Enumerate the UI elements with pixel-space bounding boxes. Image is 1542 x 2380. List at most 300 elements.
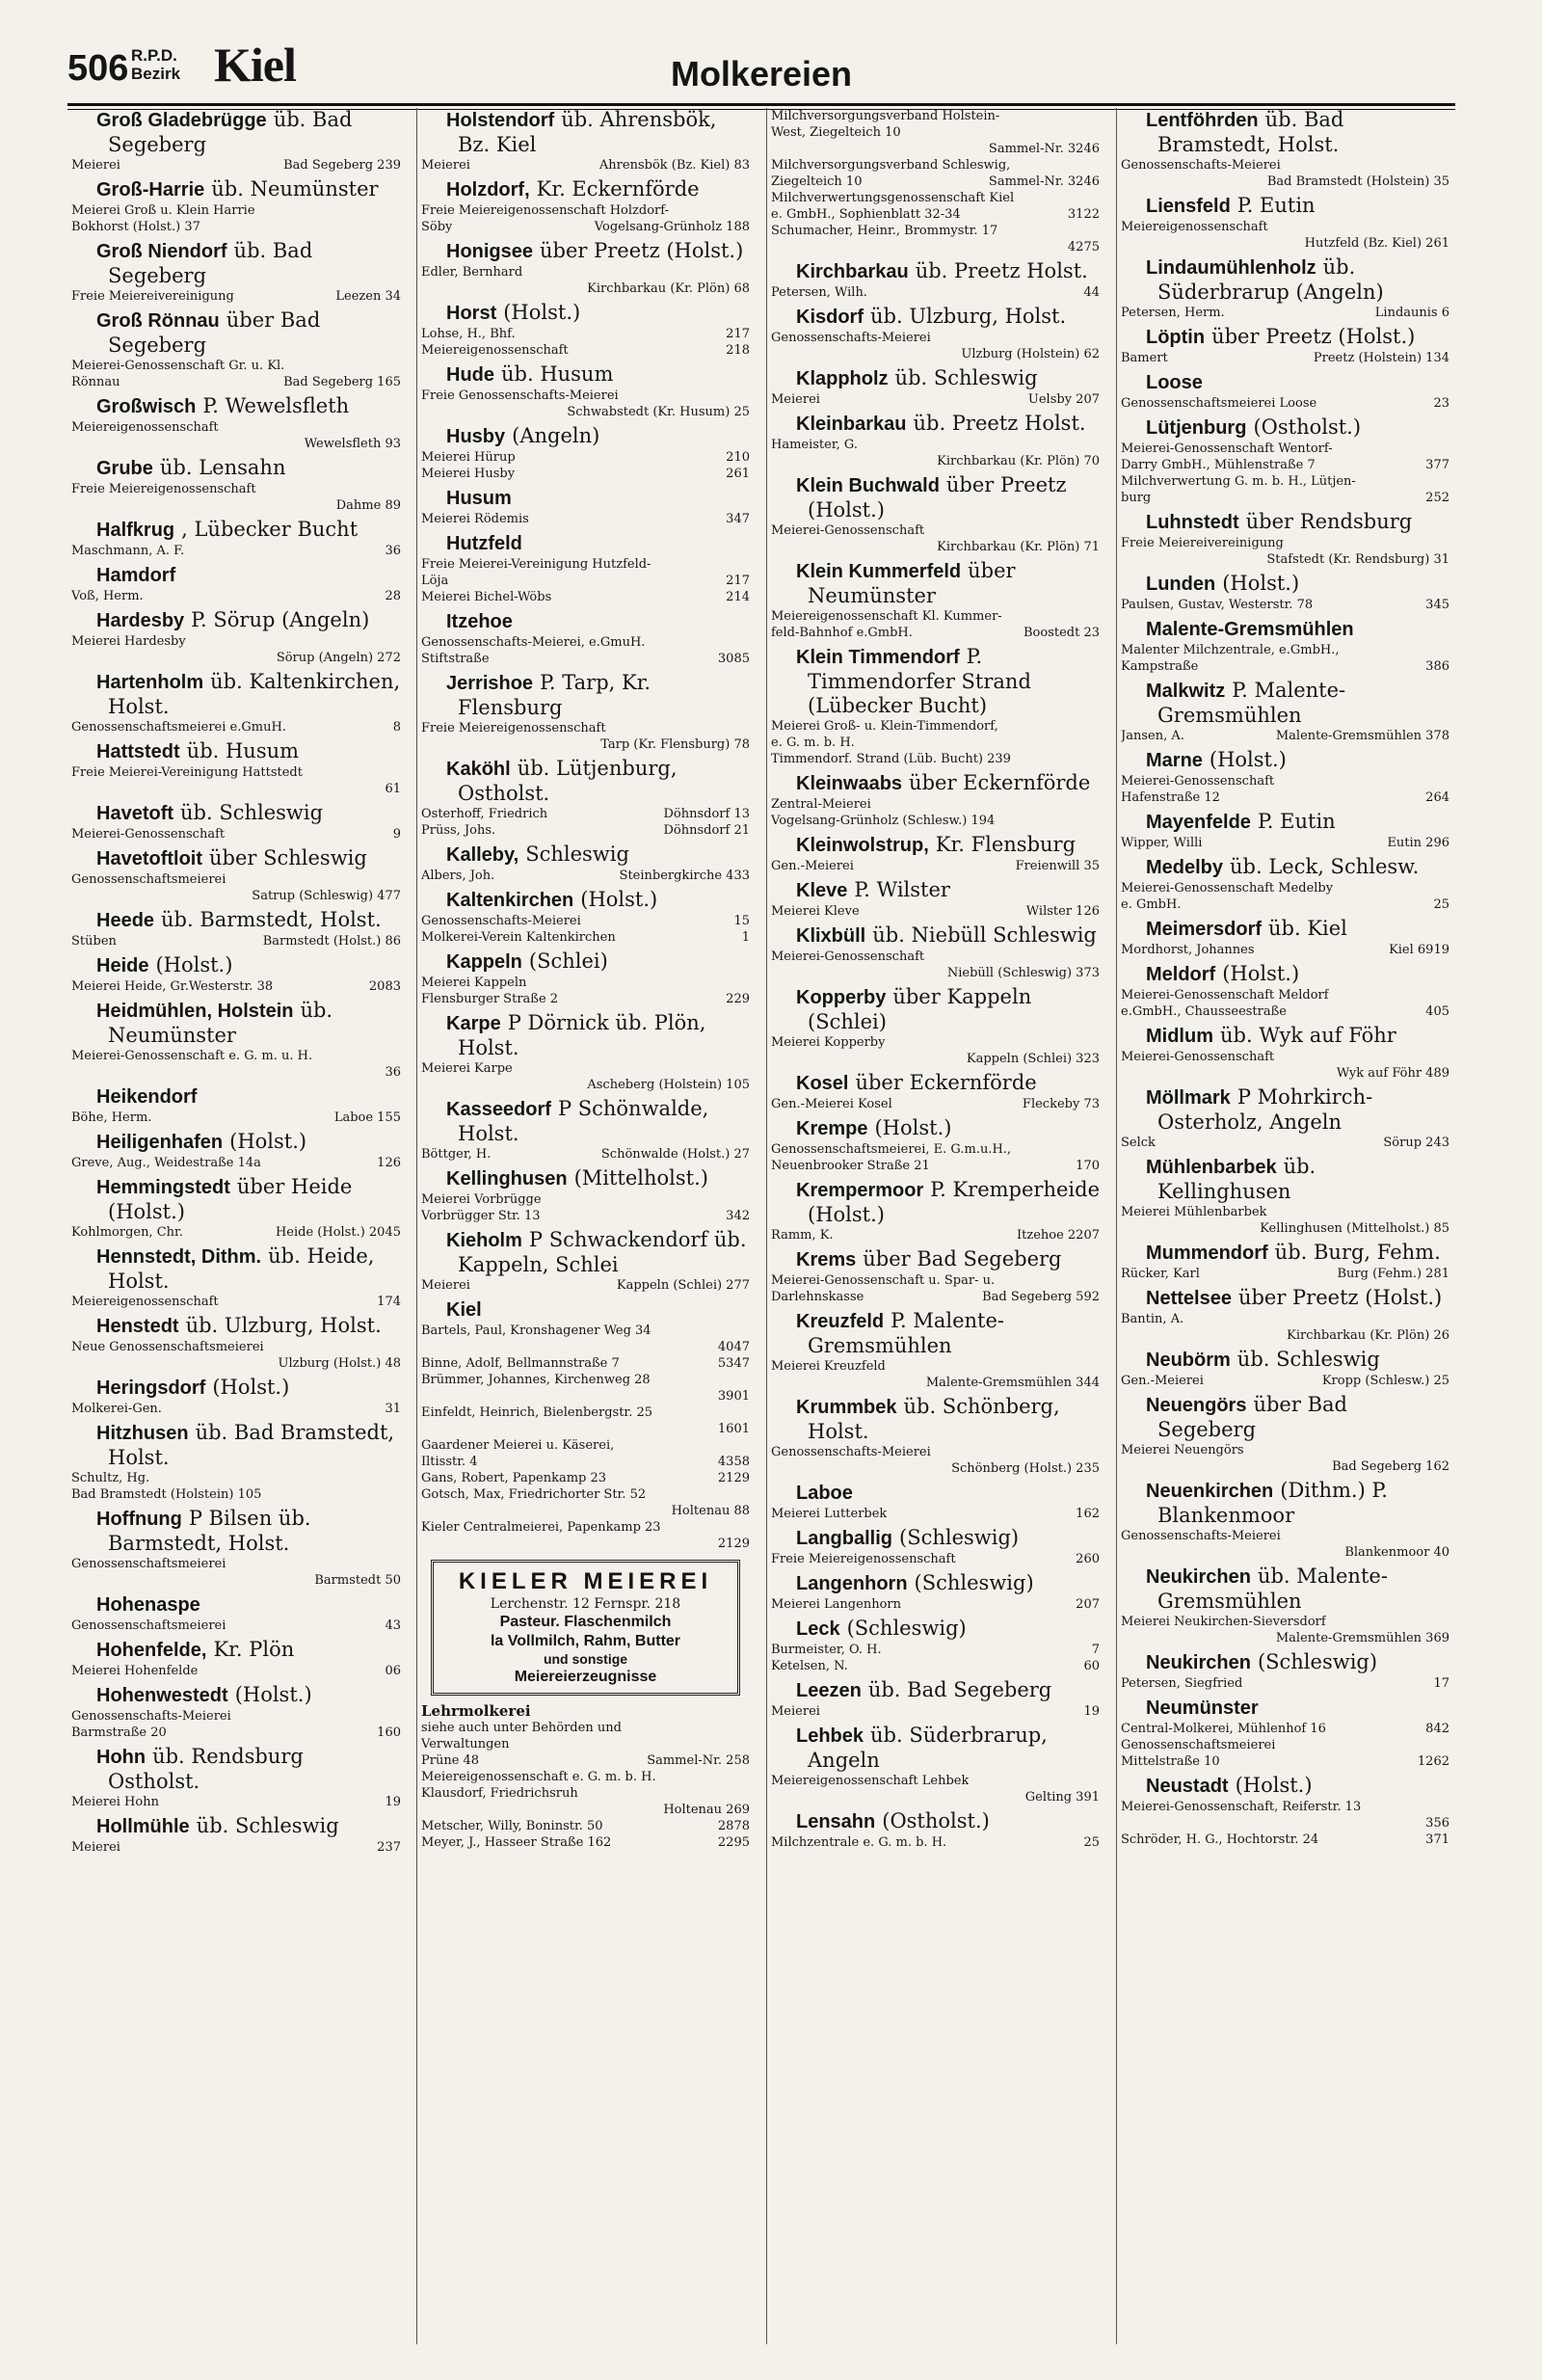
listing-phone: 214: [726, 590, 750, 604]
listing-phone: 15: [733, 914, 750, 928]
place-heading: [71, 608, 401, 633]
listing-phone: 7: [1091, 1643, 1100, 1657]
listing-line: [421, 736, 750, 753]
listing-phone: 1601: [717, 1422, 750, 1436]
listing-phone: 170: [1076, 1159, 1100, 1173]
listing-line: [771, 1375, 1100, 1391]
place-heading: [771, 1724, 1100, 1773]
place-name: Hemmingstedt: [96, 1177, 230, 1198]
listing-text: Schultz, Hg.: [71, 1471, 150, 1485]
listing-phone: Kiel 6919: [1389, 943, 1449, 957]
listing-text: Genossenschaftsmeierei: [71, 1557, 226, 1571]
listing-phone: Bad Segeberg 239: [283, 158, 401, 173]
listing-line: [771, 1551, 1100, 1567]
place-postal-route: üb. Schleswig: [180, 801, 324, 824]
place-name: Havetoftloit: [96, 848, 202, 869]
place-postal-route: P Mohrkirch-Osterholz, Angeln: [1157, 1085, 1373, 1134]
place-name: Kleinwaabs: [796, 773, 903, 794]
directory-columns: [67, 108, 1455, 2344]
directory-entry: [1121, 108, 1449, 190]
listing-text: Freie Meiereigenossenschaft Holzdorf-: [421, 203, 669, 218]
place-postal-route: P. Timmendorfer Strand (Lübecker Bucht): [808, 645, 1031, 717]
listing-line: [71, 633, 401, 650]
listing-text: Rücker, Karl: [1121, 1267, 1200, 1281]
place-heading: [771, 473, 1100, 522]
listing-line: [421, 1404, 750, 1421]
listing-line: [771, 1773, 1100, 1789]
listing-text: Petersen, Wilh.: [771, 285, 867, 300]
place-name: Jerrishoe: [446, 673, 534, 694]
listing-text: Freie Meierei-Vereinigung Hattstedt: [71, 765, 303, 780]
directory-entry: [1121, 1564, 1449, 1646]
listing-phone: Boostedt 23: [1023, 626, 1100, 640]
listing-text: Milchversorgungsverband Holstein-: [771, 109, 1000, 123]
directory-entry: [771, 1724, 1100, 1805]
listing-line: [1121, 1614, 1449, 1630]
listing-line: [71, 1155, 401, 1171]
directory-entry: [1121, 255, 1449, 321]
place-heading: [771, 1678, 1100, 1703]
listing-line: [1121, 1721, 1449, 1737]
listing-line: [1121, 219, 1449, 235]
listing-text: Meierei Bichel-Wöbs: [421, 590, 552, 604]
listing-phone: Tarp (Kr. Flensburg) 78: [600, 737, 750, 752]
place-postal-route: (Holst.): [1235, 1774, 1313, 1797]
place-postal-route: üb. Bad Segeberg: [867, 1678, 1052, 1701]
listing-text: Zentral-Meierei: [771, 797, 871, 812]
directory-entry: [1121, 748, 1449, 806]
listing-text: Milchversorgungsverband Schleswig,: [771, 158, 1011, 173]
listing-phone: 44: [1083, 285, 1100, 300]
directory-entry: [1121, 1286, 1449, 1344]
place-postal-route: üb. Heide, Holst.: [108, 1244, 375, 1293]
directory-entry: [71, 739, 401, 797]
directory-entry: [1121, 1479, 1449, 1561]
directory-entry: [1121, 679, 1449, 744]
place-name: Husby: [446, 426, 506, 447]
place-heading: [71, 1421, 401, 1470]
listing-line: [71, 1110, 401, 1126]
listing-text: Gen.-Meierei: [771, 859, 854, 873]
column-4: [1116, 108, 1453, 2344]
listing-line: [71, 436, 401, 452]
listing-line: [771, 903, 1100, 920]
listing-phone: 28: [385, 589, 401, 603]
listing-phone: 1: [741, 930, 750, 945]
listing-text: Gans, Robert, Papenkamp 23: [421, 1471, 607, 1485]
place-name: Hollmühle: [96, 1816, 190, 1837]
listing-line: [71, 719, 401, 735]
place-heading: [771, 1178, 1100, 1227]
listing-line: [1121, 987, 1449, 1003]
listing-line: [421, 388, 750, 404]
place-name: Medelby: [1146, 857, 1224, 878]
place-postal-route: P. Wewelsfleth: [202, 394, 350, 417]
place-postal-route: , Lübecker Bucht: [181, 518, 359, 541]
listing-phone: Kappeln (Schlei) 277: [616, 1278, 750, 1293]
listing-line: [421, 806, 750, 822]
place-heading: [1121, 1479, 1449, 1528]
listing-phone: 229: [726, 992, 750, 1006]
directory-entry: [71, 670, 401, 735]
listing-phone: Bad Segeberg 162: [1332, 1459, 1449, 1474]
listing-phone: Heide (Holst.) 2045: [275, 1225, 401, 1240]
place-heading: [71, 1084, 401, 1110]
listing-line: [771, 965, 1100, 981]
place-name: Neumünster: [1146, 1698, 1259, 1719]
listing-line: [771, 437, 1100, 453]
place-heading: [771, 878, 1100, 903]
listing-text: Meierei-Genossenschaft: [771, 523, 925, 538]
directory-entry: [1121, 1024, 1449, 1082]
listing-text: Barmstraße 20: [71, 1725, 167, 1740]
listing-line: [771, 1834, 1100, 1851]
directory-entry: [71, 1683, 401, 1741]
place-name: Kopperby: [796, 987, 887, 1008]
directory-entry: [1121, 810, 1449, 851]
place-name: Langballig: [796, 1528, 892, 1549]
listing-text: Einfeldt, Heinrich, Bielenbergstr. 25: [421, 1405, 653, 1420]
listing-text: Meierei-Genossenschaft: [771, 949, 925, 964]
column-2: [416, 108, 754, 2344]
place-postal-route: üb. Bad Bramstedt, Holst.: [1157, 108, 1344, 156]
directory-entry: [1121, 855, 1449, 913]
listing-text: burg: [1121, 491, 1152, 505]
place-postal-route: P. Tarp, Kr. Flensburg: [458, 671, 651, 719]
listing-text: Milchzentrale e. G. m. b. H.: [771, 1835, 947, 1850]
place-name: Midlum: [1146, 1026, 1213, 1047]
listing-line: [71, 202, 401, 219]
place-heading: [771, 1571, 1100, 1596]
listing-text: Neuenbrooker Straße 21: [771, 1159, 930, 1173]
listing-line: [1121, 350, 1449, 366]
listing-line: [1121, 1442, 1449, 1458]
place-name: Nettelsee: [1146, 1288, 1232, 1309]
listing-text: Prüne 48: [421, 1753, 480, 1768]
listing-phone: Lindaunis 6: [1374, 306, 1449, 320]
place-name: Hude: [446, 364, 494, 386]
listing-line: [1121, 535, 1449, 551]
listing-phone: 217: [726, 574, 750, 588]
listing-line: [771, 157, 1100, 174]
directory-entry: [421, 486, 750, 527]
directory-entry: [421, 301, 750, 359]
listing-text: Meierei-Genossenschaft: [1121, 774, 1275, 789]
place-heading: [421, 177, 750, 202]
listing-line: [421, 1519, 750, 1536]
listing-line: [421, 1208, 750, 1224]
listing-text: Genossenschaftsmeierei: [71, 1618, 226, 1633]
place-heading: [71, 456, 401, 481]
place-heading: [1121, 108, 1449, 157]
place-postal-route: üb. Neumünster: [211, 177, 379, 201]
place-postal-route: üb. Burg, Fehm.: [1274, 1241, 1441, 1264]
listing-text: Metscher, Willy, Boninstr. 50: [421, 1819, 603, 1833]
listing-line: [421, 1785, 750, 1802]
listing-phone: 3901: [717, 1389, 750, 1404]
ad-address: Lerchenstr. 12 Fernspr. 218: [490, 1596, 681, 1612]
place-heading: [1121, 1696, 1449, 1721]
place-name: Kisdorf: [796, 307, 864, 328]
listing-text: Voß, Herm.: [71, 589, 144, 603]
place-name: Mummendorf: [1146, 1243, 1268, 1264]
directory-entry: [71, 1130, 401, 1171]
directory-entry: [421, 1097, 750, 1163]
place-name: Heiligenhafen: [96, 1132, 224, 1153]
listing-text: Böttger, H.: [421, 1147, 492, 1162]
directory-entry: [771, 1678, 1100, 1720]
place-postal-route: (Schleswig): [914, 1571, 1034, 1594]
place-postal-route: P. Sörup (Angeln): [191, 608, 370, 631]
listing-phone: 43: [385, 1618, 401, 1633]
directory-entry: [771, 645, 1100, 767]
listing-phone: Kirchbarkau (Kr. Plön) 68: [587, 281, 750, 296]
listing-line: [1121, 1528, 1449, 1544]
directory-entry: [1121, 1650, 1449, 1692]
listing-line: [421, 634, 750, 651]
ad-line: und sonstige: [543, 1651, 628, 1667]
place-heading: [1121, 1564, 1449, 1614]
listing-phone: Uelsby 207: [1027, 392, 1100, 407]
place-name: Klixbüll: [796, 925, 866, 947]
listing-line: [771, 1703, 1100, 1720]
listing-line: [771, 108, 1100, 124]
place-name: Hardesby: [96, 610, 185, 631]
place-name: Loose: [1146, 372, 1203, 393]
directory-entry: [421, 1297, 750, 1552]
listing-line: [1121, 1799, 1449, 1815]
place-postal-route: über Kappeln (Schlei): [808, 985, 1032, 1033]
place-name: Kleinwolstrup,: [796, 835, 929, 856]
place-heading: [421, 671, 750, 720]
place-name: Neukirchen: [1146, 1652, 1251, 1673]
place-name: Löptin: [1146, 327, 1206, 348]
listing-text: Genossenschaftsmeierei Loose: [1121, 396, 1317, 411]
listing-text: Brümmer, Johannes, Kirchenweg 28: [421, 1373, 651, 1387]
listing-line: [1121, 835, 1449, 851]
listing-text: Timmendorf. Strand (Lüb. Bucht) 239: [771, 752, 1011, 766]
listing-text: Wipper, Willi: [1121, 836, 1203, 850]
place-name: Hohn: [96, 1747, 146, 1768]
place-heading: [71, 518, 401, 543]
place-heading: [421, 486, 750, 511]
listing-phone: Döhnsdorf 13: [663, 807, 750, 821]
page-header: [67, 38, 1455, 100]
place-postal-route: üb. Kaltenkirchen, Holst.: [108, 670, 401, 718]
place-heading: [1121, 255, 1449, 305]
listing-line: [421, 822, 750, 839]
column-3: [766, 108, 1103, 2344]
listing-line: [421, 1536, 750, 1552]
place-postal-route: üb. Ulzburg, Holst.: [185, 1314, 382, 1337]
place-heading: [1121, 1085, 1449, 1135]
listing-phone: Kirchbarkau (Kr. Plön) 71: [937, 540, 1100, 554]
listing-line: [71, 1064, 401, 1081]
listing-line: [771, 751, 1100, 767]
directory-entry: [771, 985, 1100, 1067]
directory-entry: [771, 1571, 1100, 1613]
listing-text: Greve, Aug., Weidestraße 14a: [71, 1156, 261, 1170]
directory-entry: [71, 1745, 401, 1810]
directory-entry: [1121, 415, 1449, 506]
listing-text: Neue Genossenschaftsmeierei: [71, 1340, 264, 1354]
listing-text: Meierei-Genossenschaft, Reiferstr. 13: [1121, 1800, 1362, 1814]
directory-entry: [1121, 194, 1449, 252]
directory-entry: [1121, 1393, 1449, 1475]
listing-text: Meierei-Genossenschaft Medelby: [1121, 881, 1334, 896]
place-postal-route: üb. Malente-Gremsmühlen: [1157, 1564, 1388, 1613]
place-postal-route: (Schleswig): [1257, 1650, 1378, 1673]
ad-line: Meiereierzeugnisse: [514, 1669, 657, 1685]
listing-text: Meierei Hohn: [71, 1795, 159, 1809]
directory-entry: [71, 908, 401, 949]
listing-phone: Laboe 155: [333, 1110, 401, 1125]
directory-entry: [421, 609, 750, 667]
place-heading: [771, 559, 1100, 608]
listing-line: [771, 346, 1100, 362]
listing-phone: Döhnsdorf 21: [663, 823, 750, 838]
place-name: Krempermoor: [796, 1180, 924, 1201]
place-postal-route: P Schönwalde, Holst.: [458, 1097, 709, 1145]
listing-phone: Ulzburg (Holstein) 62: [961, 347, 1100, 361]
place-heading: [421, 108, 750, 157]
listing-phone: 377: [1425, 458, 1449, 472]
listing-line: [771, 1596, 1100, 1613]
place-name: Lentföhrden: [1146, 110, 1259, 131]
listing-line: [771, 124, 1100, 141]
listing-phone: 3122: [1067, 207, 1100, 222]
column-1: [67, 108, 405, 2344]
directory-entry: [771, 259, 1100, 301]
listing-line: [771, 625, 1100, 641]
listing-line: [71, 871, 401, 888]
place-postal-route: P. Wilster: [854, 878, 950, 901]
listing-line: [1121, 174, 1449, 190]
place-postal-route: (Angeln): [512, 424, 600, 447]
listing-line: [421, 1503, 750, 1519]
listing-line: [71, 1470, 401, 1486]
directory-entry: [1121, 572, 1449, 613]
listing-text: Meiereigenossenschaft Lehbek: [771, 1774, 970, 1788]
listing-text: Meiereigenossenschaft: [1121, 220, 1268, 234]
place-postal-route: über Heide (Holst.): [108, 1175, 353, 1223]
listing-line: [1121, 441, 1449, 457]
place-postal-route: üb. Ahrensbök, Bz. Kiel: [458, 108, 717, 156]
listing-text: Genossenschaftsmeierei: [71, 872, 226, 887]
place-heading: [421, 609, 750, 634]
place-name: Mühlenbarbek: [1146, 1157, 1277, 1178]
listing-line: [421, 1277, 750, 1294]
ad-line: la Vollmilch, Rahm, Butter: [490, 1633, 681, 1649]
listing-line: [421, 1388, 750, 1404]
place-name: Groß-Harrie: [96, 179, 205, 201]
listing-text: Meierei-Genossenschaft Wentorf-: [1121, 441, 1333, 456]
listing-text: Genossenschaftsmeierei e.GmuH.: [71, 720, 286, 735]
place-name: Neustadt: [1146, 1776, 1229, 1797]
listing-text: Kohlmorgen, Chr.: [71, 1225, 183, 1240]
listing-text: Vorbrügger Str. 13: [421, 1209, 541, 1223]
listing-text: Ramm, K.: [771, 1228, 834, 1243]
listing-line: [1121, 1327, 1449, 1344]
place-heading: [71, 108, 401, 157]
place-postal-route: Kr. Plön: [213, 1638, 295, 1661]
listing-line: [771, 796, 1100, 813]
place-name: Holstendorf: [446, 110, 555, 131]
place-name: Kieholm: [446, 1230, 522, 1251]
listing-phone: 17: [1433, 1676, 1449, 1691]
listing-line: [771, 1658, 1100, 1674]
listing-line: [1121, 642, 1449, 658]
listing-phone: Sörup 243: [1383, 1136, 1449, 1150]
listing-phone: 25: [1433, 897, 1449, 912]
place-heading: [1121, 415, 1449, 441]
place-heading: [1121, 1024, 1449, 1049]
place-heading: [1121, 1774, 1449, 1799]
listing-phone: 2129: [717, 1471, 750, 1485]
listing-phone: Kappeln (Schlei) 323: [966, 1052, 1100, 1066]
listing-text: Meierei Mühlenbarbek: [1121, 1205, 1267, 1219]
place-heading: [771, 645, 1100, 718]
listing-line: [71, 157, 401, 174]
listing-line: [1121, 457, 1449, 473]
listing-line: [771, 858, 1100, 874]
listing-line: [771, 813, 1100, 829]
listing-phone: 217: [726, 327, 750, 341]
directory-entry: [771, 1809, 1100, 1851]
listing-line: [771, 141, 1100, 157]
directory-entry: [421, 671, 750, 753]
listing-line: [421, 1769, 750, 1785]
directory-entry: [71, 608, 401, 666]
listing-text: Malenter Milchzentrale, e.GmbH.,: [1121, 643, 1340, 657]
place-name: Heide: [96, 955, 149, 976]
listing-line: [71, 1294, 401, 1310]
listing-text: Genossenschafts-Meierei: [71, 1709, 231, 1724]
listing-line: [421, 868, 750, 884]
listing-phone: Steinbergkirche 433: [619, 869, 750, 883]
listing-line: [771, 391, 1100, 408]
listing-text: Meierei: [771, 392, 820, 407]
listing-line: [771, 330, 1100, 346]
place-heading: [1121, 1348, 1449, 1373]
listing-line: [421, 1470, 750, 1486]
listing-text: Meierei Husby: [421, 467, 516, 481]
listing-line: [421, 929, 750, 946]
listing-line: [771, 949, 1100, 965]
listing-line: [421, 1752, 750, 1769]
directory-entry: [421, 1228, 750, 1294]
place-postal-route: P Bilsen üb. Barmstedt, Holst.: [108, 1507, 311, 1555]
listing-text: Milchverwertung G. m. b. H., Lütjen-: [1121, 474, 1356, 489]
listing-text: Kieler Centralmeierei, Papenkamp 23: [421, 1520, 661, 1535]
listing-line: [771, 1096, 1100, 1112]
listing-phone: 5347: [717, 1356, 750, 1371]
place-postal-route: über Eckernförde: [909, 771, 1091, 794]
directory-entry: [1121, 1155, 1449, 1237]
place-heading: [771, 833, 1100, 858]
place-postal-route: P. Kremperheide (Holst.): [808, 1178, 1101, 1226]
listing-phone: 2878: [717, 1819, 750, 1833]
listing-phone: 356: [1425, 1816, 1449, 1831]
listing-text: Gaardener Meierei u. Käserei,: [421, 1438, 615, 1453]
directory-entry: [771, 108, 1100, 255]
place-postal-route: üb. Schönberg, Holst.: [808, 1395, 1060, 1443]
listing-phone: 342: [726, 1209, 750, 1223]
place-name: Marne: [1146, 750, 1203, 771]
place-heading: [421, 757, 750, 806]
listing-text: Molkerei-Verein Kaltenkirchen: [421, 930, 616, 945]
directory-entry: [71, 1244, 401, 1310]
